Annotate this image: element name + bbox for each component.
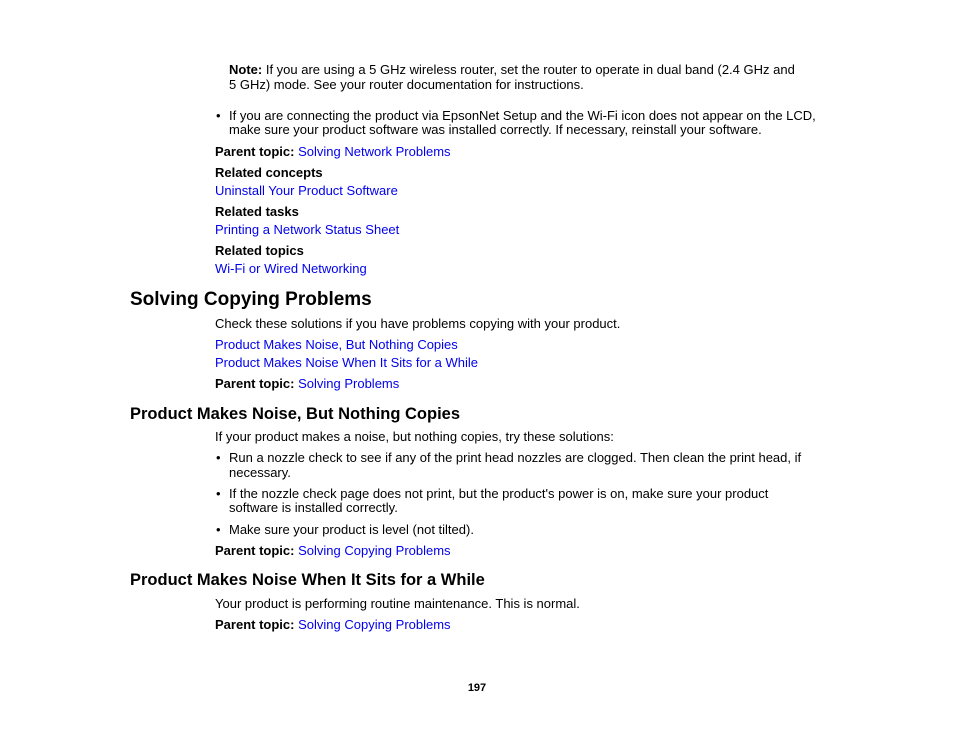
noise-bullet-3-line-1: Make sure your product is level (not tilted). — [229, 522, 474, 537]
parent-topic-label: Parent topic: — [215, 617, 295, 632]
link-solving-network-problems[interactable]: Solving Network Problems — [298, 144, 451, 159]
bullet-marker: • — [216, 450, 221, 465]
parent-topic-label: Parent topic: — [215, 376, 295, 391]
noise-bullet-1-line-1: Run a nozzle check to see if any of the print head nozzles are clogged. Then clean the print head, if — [229, 450, 802, 465]
copying-intro: Check these solutions if you have problems copying with your product. — [215, 316, 621, 331]
parent-topic-label: Parent topic: — [215, 543, 295, 558]
link-product-makes-noise-nothing-copies[interactable]: Product Makes Noise, But Nothing Copies — [215, 337, 458, 352]
heading-noise-sits: Product Makes Noise When It Sits for a While — [130, 571, 485, 589]
bullet-marker: • — [216, 108, 221, 123]
network-parent-topic — [215, 144, 451, 159]
noise-sits-intro: Your product is performing routine maintenance. This is normal. — [215, 596, 580, 611]
epson-bullet-line-2: make sure your product software was installed correctly. If necessary, reinstall your software. — [229, 122, 762, 137]
noise-bullet-2-line-1: If the nozzle check page does not print, but the product's power is on, make sure your product — [229, 486, 769, 501]
heading-solving-copying-problems: Solving Copying Problems — [130, 289, 372, 310]
link-solving-problems[interactable]: Solving Problems — [298, 376, 400, 391]
note-text-1: If you are using a 5 GHz wireless router, set the router to operate in dual band (2.4 GHz and — [265, 62, 795, 77]
related-tasks-label: Related tasks — [215, 204, 299, 219]
copying-parent-topic — [215, 376, 399, 391]
link-product-makes-noise-sits[interactable]: Product Makes Noise When It Sits for a While — [215, 355, 478, 370]
parent-topic-label: Parent topic: — [215, 144, 295, 159]
noise-nothing-parent-topic — [215, 543, 451, 558]
noise-bullet-1-line-2: necessary. — [229, 465, 291, 480]
noise-nothing-intro: If your product makes a noise, but nothing copies, try these solutions: — [215, 429, 614, 444]
page-number: 197 — [467, 682, 487, 694]
noise-bullet-2-line-2: software is installed correctly. — [229, 500, 398, 515]
link-solving-copying-problems[interactable]: Solving Copying Problems — [298, 543, 451, 558]
link-printing-network-status-sheet[interactable]: Printing a Network Status Sheet — [215, 222, 400, 237]
note-label: Note: — [229, 62, 263, 77]
related-topics-label: Related topics — [215, 243, 304, 258]
link-wifi-or-wired-networking[interactable]: Wi-Fi or Wired Networking — [215, 261, 367, 276]
bullet-marker: • — [216, 486, 221, 501]
link-uninstall-product-software[interactable]: Uninstall Your Product Software — [215, 183, 398, 198]
link-solving-copying-problems[interactable]: Solving Copying Problems — [298, 617, 451, 632]
note-text-2: 5 GHz) mode. See your router documentation for instructions. — [229, 77, 584, 92]
note-line-1 — [229, 62, 795, 77]
epson-bullet-line-1: If you are connecting the product via EpsonNet Setup and the Wi-Fi icon does not appear on the LCD, — [229, 108, 816, 123]
heading-noise-nothing-copies: Product Makes Noise, But Nothing Copies — [130, 405, 461, 423]
related-concepts-label: Related concepts — [215, 165, 323, 180]
bullet-marker: • — [216, 522, 221, 537]
noise-sits-parent-topic — [215, 617, 451, 632]
